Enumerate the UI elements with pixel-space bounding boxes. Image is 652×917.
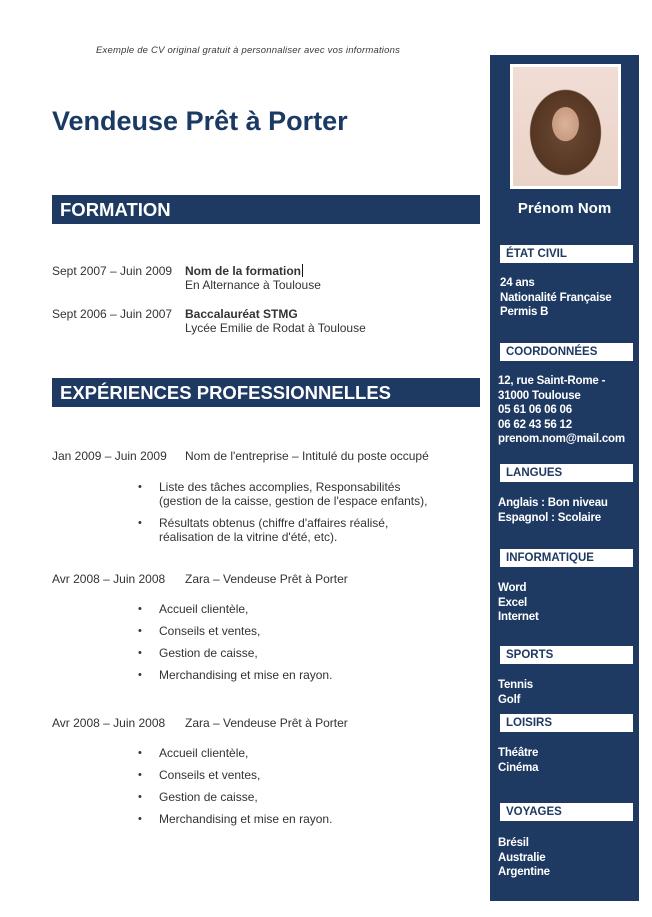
sidebar-text-langues <box>498 496 637 525</box>
sidebar-text-loisirs <box>498 746 637 775</box>
sidebar-line: Cinéma <box>498 761 539 774</box>
tagline: Exemple de CV original gratuit à personnaliser avec vos informations <box>96 45 401 56</box>
sidebar-label-sports: SPORTS <box>500 646 633 664</box>
section-heading-experiences: EXPÉRIENCES PROFESSIONNELLES <box>52 378 480 407</box>
text-cursor <box>302 264 303 277</box>
sidebar-line: Anglais : Bon niveau <box>498 497 608 509</box>
task-item: • Gestion de caisse, <box>133 790 433 804</box>
sidebar-label-langues: LANGUES <box>500 464 633 482</box>
experience-title: Zara – Vendeuse Prêt à Porter <box>185 716 348 730</box>
task-item: • Merchandising et mise en rayon. <box>133 812 433 826</box>
sidebar-line: Golf <box>498 693 521 706</box>
sidebar-line: Nationalité Française <box>500 291 612 304</box>
sidebar-line: 06 62 43 56 12 <box>498 418 572 431</box>
experience-tasks <box>133 746 433 834</box>
sidebar-text-coordonnees <box>498 374 637 447</box>
job-title: Vendeuse Prêt à Porter <box>52 106 348 136</box>
experience-dates: Avr 2008 – Juin 2008 <box>52 572 166 586</box>
sidebar-line: Permis B <box>500 306 549 318</box>
sidebar-line: Théâtre <box>498 747 539 759</box>
section-heading-formation: FORMATION <box>52 195 480 224</box>
formation-detail <box>185 264 485 292</box>
formation-title: Baccalauréat STMG <box>185 307 298 321</box>
formation-dates: Sept 2006 – Juin 2007 <box>52 307 173 321</box>
formation-dates: Sept 2007 – Juin 2009 <box>52 264 173 278</box>
task-item: • Gestion de caisse, <box>133 646 433 660</box>
experience-title: Zara – Vendeuse Prêt à Porter <box>185 572 348 586</box>
sidebar-label-etat-civil: ÉTAT CIVIL <box>500 245 633 263</box>
sidebar-line: Internet <box>498 611 539 623</box>
sidebar-line: 12, rue Saint-Rome - <box>498 375 606 387</box>
sidebar-line: 31000 Toulouse <box>498 389 581 402</box>
experience-tasks <box>133 480 433 552</box>
sidebar-text-informatique <box>498 581 637 625</box>
task-item: • Liste des tâches accomplies, Responsabilités (gestion de la caisse, gestion de l'espace enfants), <box>133 480 433 508</box>
sidebar-line: 05 61 06 06 06 <box>498 404 572 416</box>
experience-tasks <box>133 602 433 690</box>
sidebar-text-etat-civil <box>500 276 639 320</box>
sidebar-text-voyages <box>498 836 637 880</box>
sidebar-label-informatique: INFORMATIQUE <box>500 549 633 567</box>
task-item: • Conseils et ventes, <box>133 624 433 638</box>
sidebar-line: Brésil <box>498 837 529 849</box>
sidebar-line: Excel <box>498 596 528 609</box>
sidebar-line: Word <box>498 582 527 594</box>
sidebar <box>490 55 639 901</box>
sidebar-line: Tennis <box>498 679 534 691</box>
sidebar-line: Espagnol : Scolaire <box>498 511 601 524</box>
experience-dates: Jan 2009 – Juin 2009 <box>52 449 167 463</box>
task-item: • Accueil clientèle, <box>133 602 433 616</box>
formation-title: Nom de la formation <box>185 264 302 278</box>
experience-dates: Avr 2008 – Juin 2008 <box>52 716 166 730</box>
task-item: • Merchandising et mise en rayon. <box>133 668 433 682</box>
formation-detail <box>185 307 485 335</box>
sidebar-label-voyages: VOYAGES <box>500 803 633 821</box>
sidebar-text-sports <box>498 678 637 707</box>
sidebar-line: Australie <box>498 851 546 864</box>
sidebar-email[interactable]: prenom.nom@mail.com <box>498 433 625 445</box>
task-item: • Conseils et ventes, <box>133 768 433 782</box>
photo-frame <box>510 64 621 189</box>
sidebar-line: 24 ans <box>500 277 535 289</box>
task-item: • Accueil clientèle, <box>133 746 433 760</box>
candidate-name: Prénom Nom <box>517 200 612 217</box>
sidebar-line: Argentine <box>498 866 550 878</box>
formation-subtitle: En Alternance à Toulouse <box>185 278 321 292</box>
experience-title: Nom de l'entreprise – Intitulé du poste occupé <box>185 449 429 463</box>
task-item: • Résultats obtenus (chiffre d'affaires réalisé, réalisation de la vitrine d'été, etc). <box>133 516 433 544</box>
formation-subtitle: Lycée Emilie de Rodat à Toulouse <box>185 321 366 335</box>
portrait-photo <box>513 67 618 186</box>
sidebar-label-coordonnees: COORDONNÉES <box>500 343 633 361</box>
sidebar-label-loisirs: LOISIRS <box>500 714 633 732</box>
